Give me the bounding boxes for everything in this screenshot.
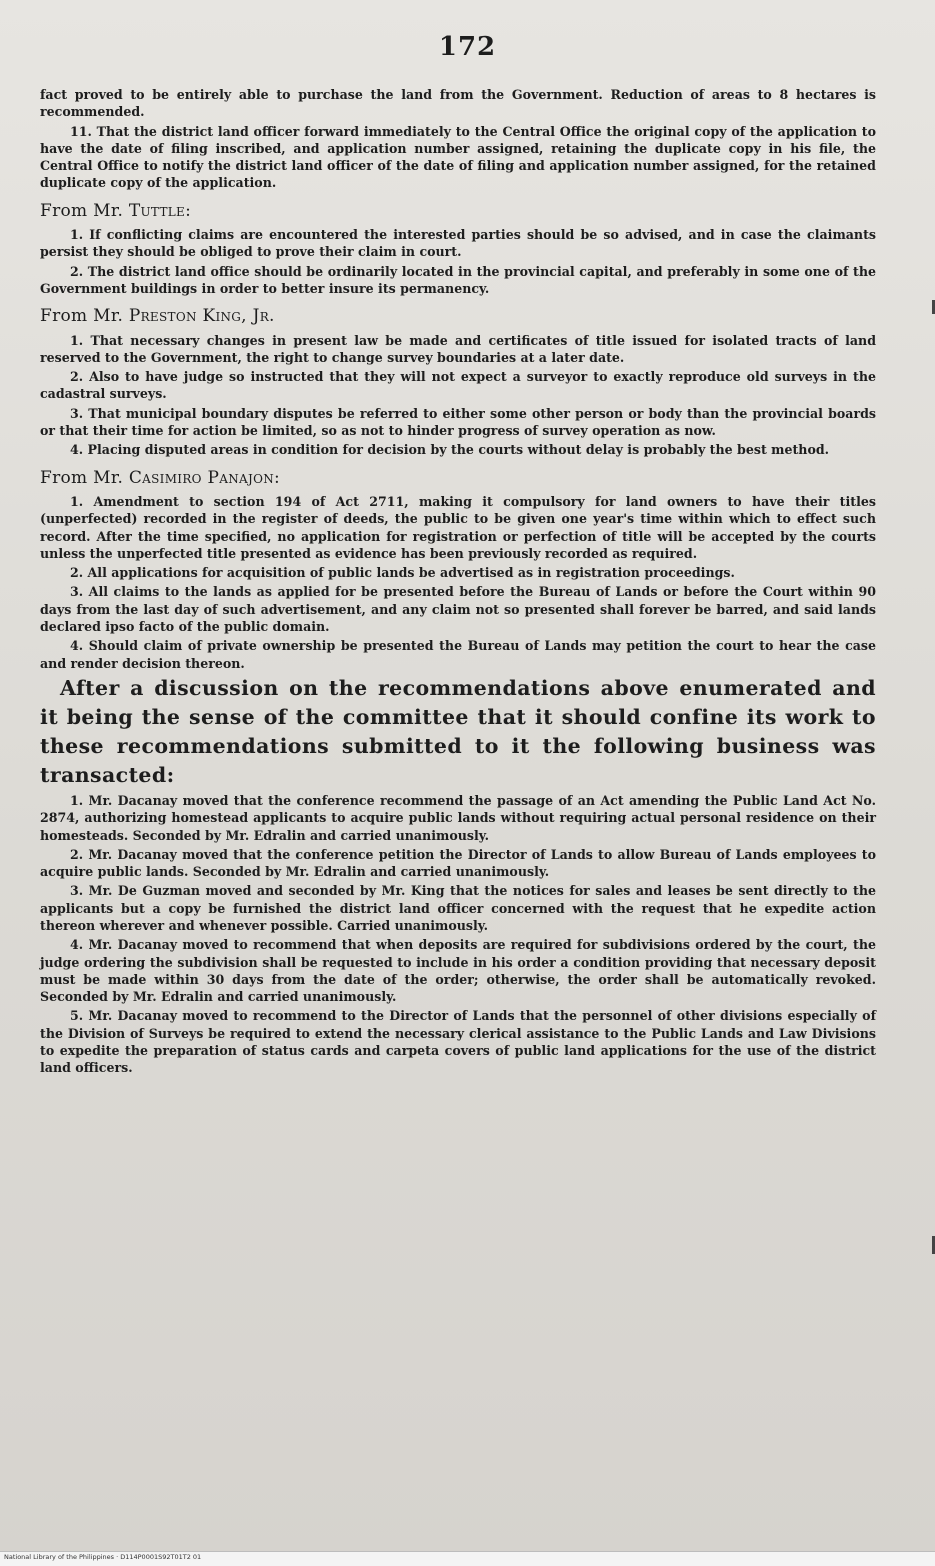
motion-item: 5. Mr. Dacanay moved to recommend to the Director of Lands that the personnel of other divisions especially of the Division of Surveys be required to extend the necessary clerical assistance to the Public Lands and Law Divisions to expedite the preparation of status cards and carpeta covers of public land applications for the use of the district land officers.: [40, 1008, 876, 1076]
section-heading-king: From Mr. Preston King, Jr.: [40, 306, 275, 327]
motion-item: 3. Mr. De Guzman moved and seconded by Mr. King that the notices for sales and leases be sent directly to the applicants but a copy be furnished the district land officer concerned with the request that he expedite action thereon wherever and whenever possible. Carried unanimously.: [40, 883, 876, 933]
king-item: 4. Placing disputed areas in condition for decision by the courts without delay is probably the best method.: [70, 442, 830, 458]
motion-item: 1. Mr. Dacanay moved that the conference recommend the passage of an Act amending the Public Land Act No. 2874, authorizing homestead applicants to acquire public lands without requiring actual personal residence on their homesteads. Seconded by Mr. Edralin and carried unanimously.: [40, 792, 876, 843]
tuttle-item: 2. The district land office should be ordinarily located in the provincial capital, and preferably in some one of the Government buildings in order to better insure its permanency.: [40, 263, 876, 296]
motion-item: 4. Mr. Dacanay moved to recommend that when deposits are required for subdivisions ordered by the court, the judge ordering the subdivision shall be requested to include in his order a condition providing that necessary deposit must be made within 30 days from the date of the order; otherwise, the order shall be automatically revoked. Seconded by Mr. Edralin and carried unanimously.: [40, 937, 876, 1005]
section-heading-tuttle: From Mr. Tuttle:: [40, 200, 192, 221]
king-item: 3. That municipal boundary disputes be referred to either some other person or body than the provincial boards or that their time for action be limited, so as not to hinder progress of survey operation as now.: [40, 405, 876, 439]
panajon-item: 1. Amendment to section 194 of Act 2711, making it compulsory for land owners to have their titles (unperfected) recorded in the register of deeds, the public to be given one year's time within which to effect such record. After the time specified, no application for registration or perfection of title will be accepted by the courts unless the unperfected title presented as evidence has been previously recorded as required.: [40, 493, 876, 561]
footer-bar: [0, 1551, 935, 1566]
king-item: 2. Also to have judge so instructed that they will not expect a surveyor to exactly reproduce old surveys in the cadastral surveys.: [40, 369, 876, 402]
footer-credit: National Library of the Philippines · D114P0001S92T01T2 01: [4, 1553, 202, 1561]
panajon-item: 2. All applications for acquisition of public lands be advertised as in registration proceedings.: [70, 565, 735, 581]
opening-paragraph: fact proved to be entirely able to purchase the land from the Government. Reduction of areas to 8 hectares is recommended.: [40, 87, 876, 120]
section-heading-panajon: From Mr. Casimiro Panajon:: [40, 467, 281, 488]
motion-item: 2. Mr. Dacanay moved that the conference petition the Director of Lands to allow Bureau of Lands employees to acquire public lands. Seconded by Mr. Edralin and carried unanimously.: [40, 846, 876, 880]
panajon-item: 3. All claims to the lands as applied for be presented before the Bureau of Lands or before the Court within 90 days from the last day of such advertisement, and any claim not so presented shall forever be barred, and said lands declared ipso facto of the public domain.: [40, 584, 876, 635]
opening-item-11: 11. That the district land officer forward immediately to the Central Office the original copy of the application to have the date of filing inscribed, and application number assigned, retaining the duplicate copy in his file, the Central Office to notify the district land officer of the date of filing and application number assigned, for the retained duplicate copy of the application.: [40, 123, 876, 191]
king-item: 1. That necessary changes in present law be made and certificates of title issued for isolated tracts of land reserved to the Government, the right to change survey boundaries at a later date.: [40, 332, 876, 365]
page-body: [40, 86, 876, 1079]
panajon-item: 4. Should claim of private ownership be presented the Bureau of Lands may petition the court to hear the case and render decision thereon.: [40, 638, 876, 671]
tuttle-item: 1. If conflicting claims are encountered the interested parties should be so advised, and in case the claimants persist they should be obliged to prove their claim in court.: [40, 227, 876, 260]
page-number: 172: [438, 32, 497, 62]
summary-paragraph: After a discussion on the recommendations above enumerated and it being the sense of the committee that it should confine its work to these recommendations submitted to it the following business was transacted:: [40, 675, 876, 787]
